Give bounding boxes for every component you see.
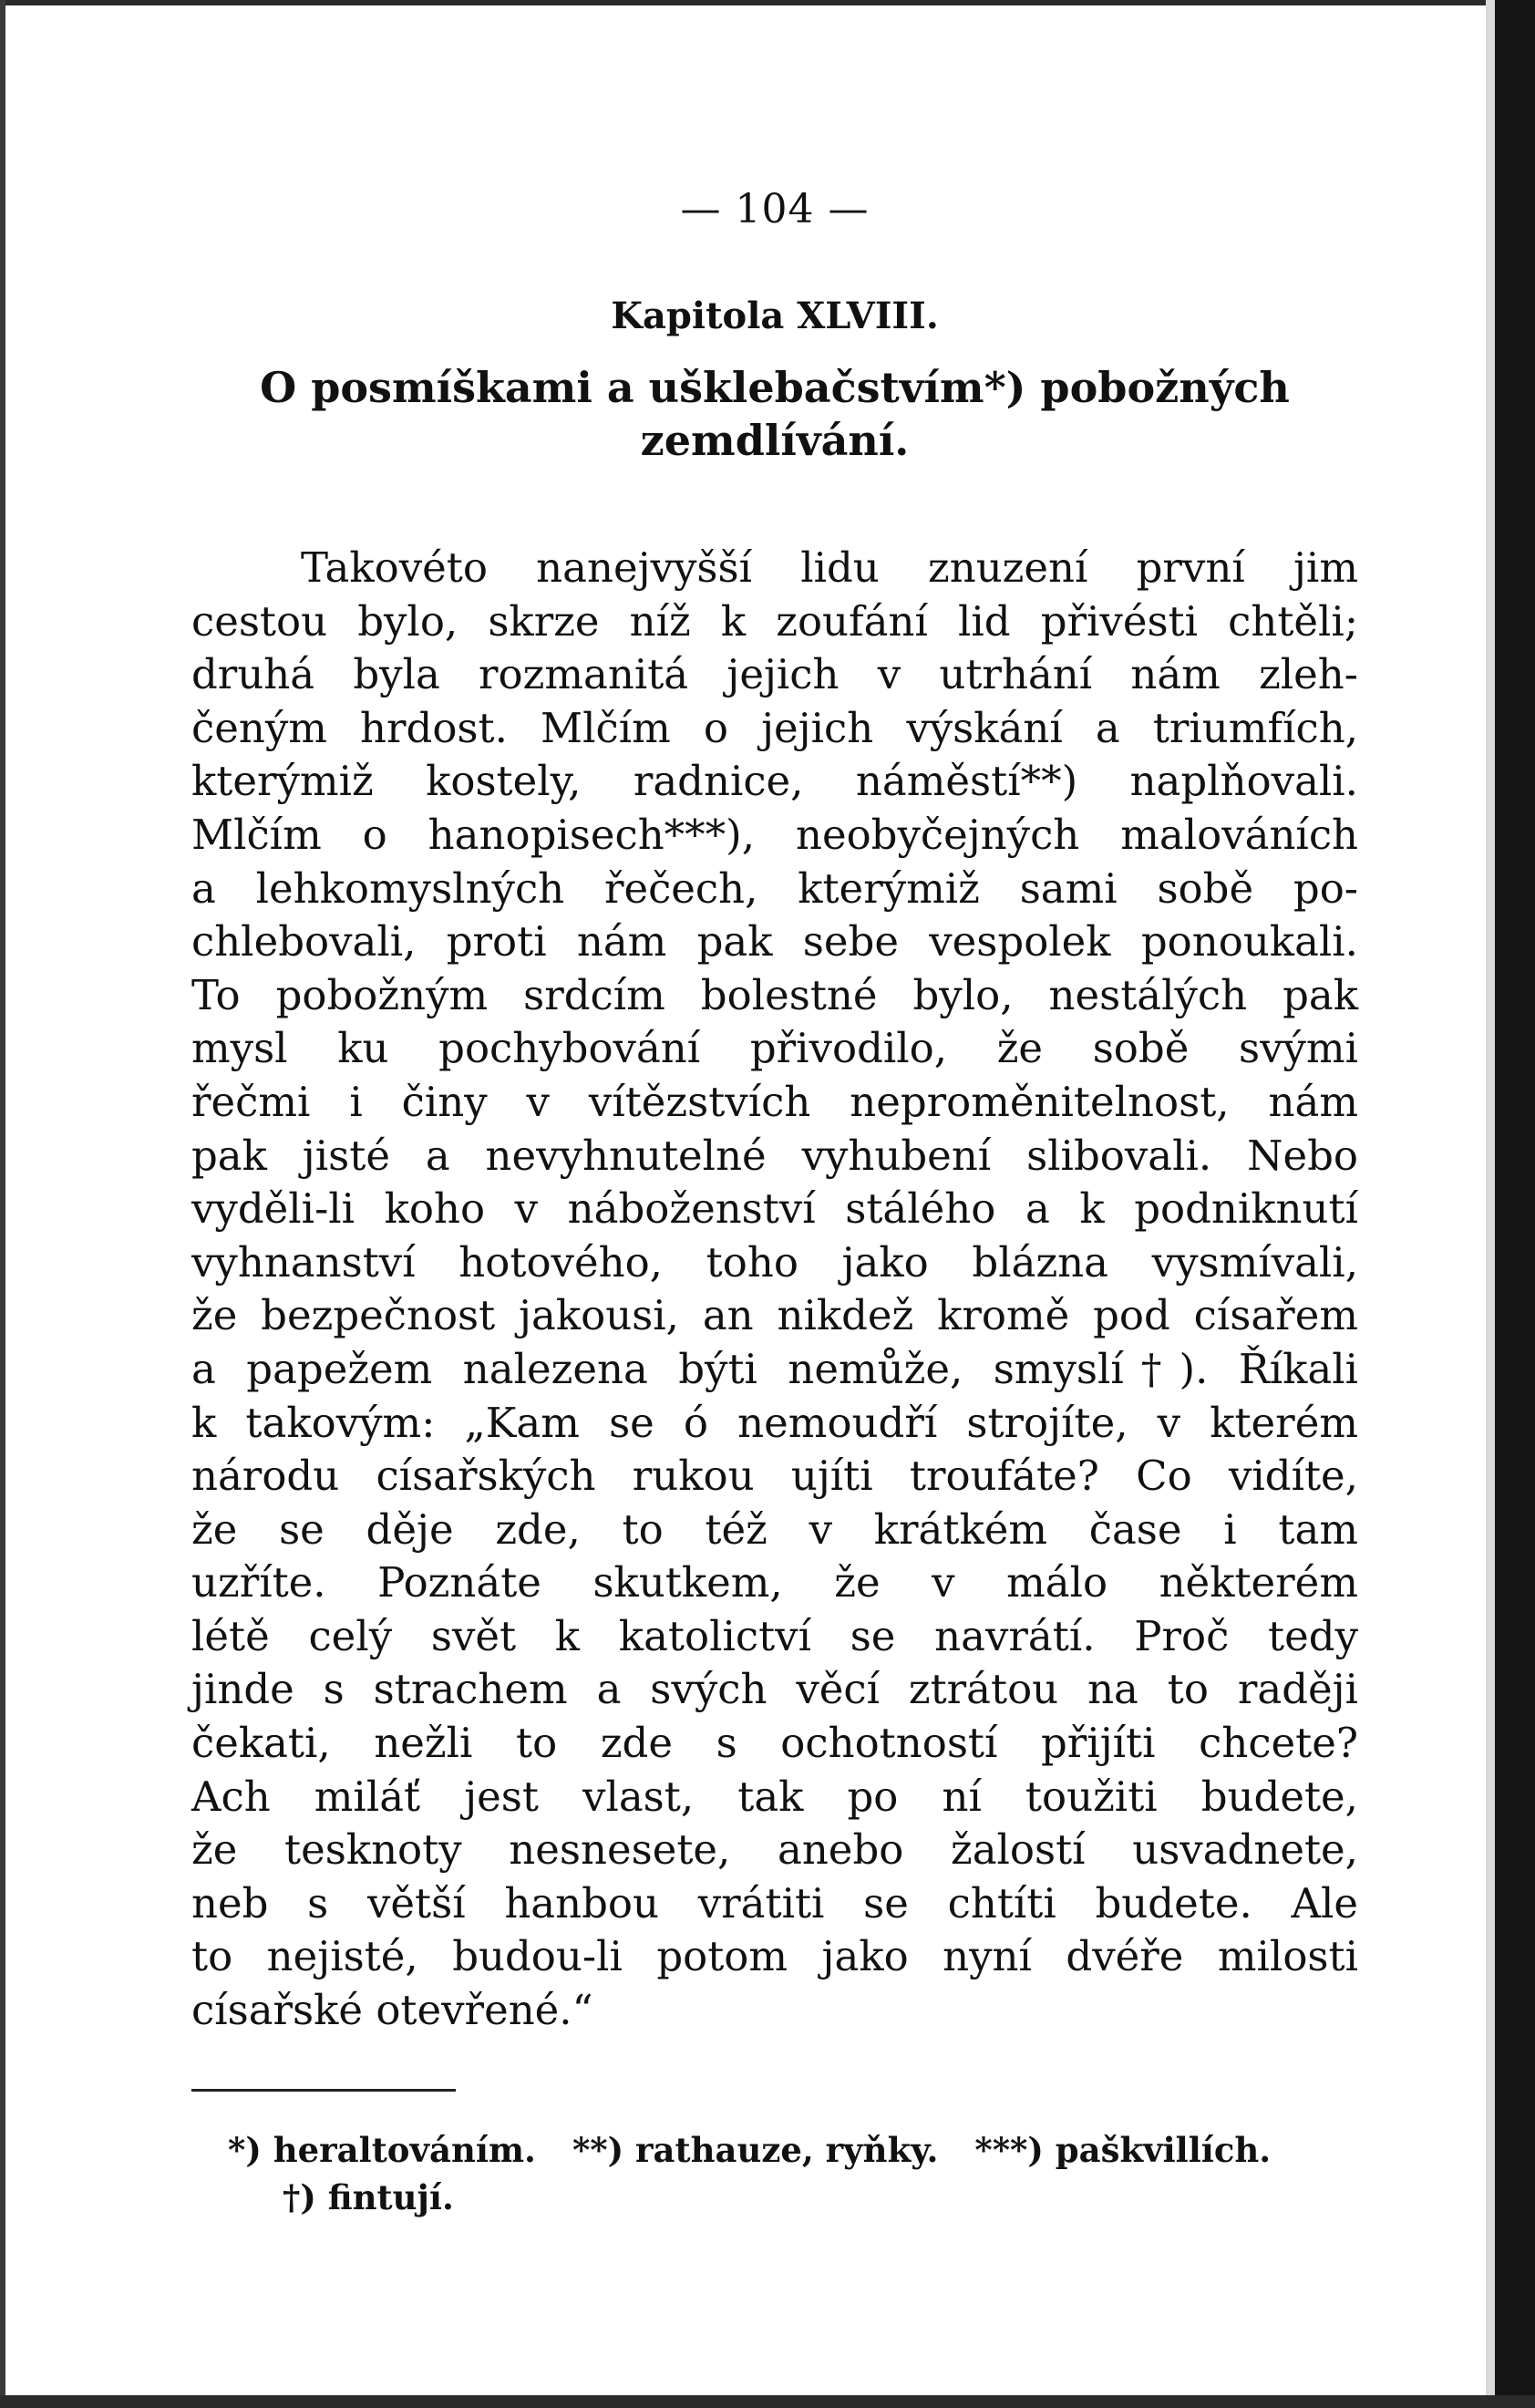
- chapter-title-line: zemdlívání.: [640, 416, 910, 465]
- text-line: čekati, nežli to zde s ochotností přijíti chcete?: [191, 1719, 1358, 1768]
- text-line: vyhnanství hotového, toho jako blázna vysmívali,: [191, 1237, 1358, 1287]
- scan-right-border: [1495, 0, 1535, 2408]
- scan-bottom-border: [0, 2395, 1535, 2408]
- chapter-title: [191, 361, 1358, 467]
- text-line: uzříte. Poznáte skutkem, že v málo některém: [191, 1558, 1358, 1607]
- text-line: k takovým: „Kam se ó nemoudří strojíte, v kterém: [191, 1398, 1358, 1447]
- footnote-line: [191, 2126, 1358, 2174]
- text-line: To pobožným srdcím bolestné bylo, nestálých pak: [191, 970, 1358, 1019]
- footnote: **) rathauze, ryňky.: [572, 2129, 939, 2170]
- text-line: Takovéto nanejvyšší lidu znuzení první jim: [301, 543, 1358, 592]
- text-line: že bezpečnost jakousi, an nikdež kromě pod císařem: [191, 1291, 1358, 1340]
- text-line: cestou bylo, skrze níž k zoufání lid přivésti chtěli;: [191, 596, 1358, 646]
- text-line: pak jisté a nevyhnutelné vyhubení slibovali. Nebo: [191, 1131, 1358, 1180]
- scan-top-border: [0, 0, 1495, 5]
- footnote-divider: [191, 2089, 456, 2092]
- text-line: vyděli-li koho v náboženství stálého a k podniknutí: [191, 1184, 1358, 1234]
- text-line: druhá byla rozmanitá jejich v utrhání nám zleh-: [191, 650, 1358, 699]
- body-text: [191, 542, 1358, 2038]
- chapter-heading: Kapitola XLVIII.: [611, 295, 939, 337]
- text-line: národu císařských rukou ujíti troufáte? Co vidíte,: [191, 1452, 1358, 1501]
- text-line: císařské otevřené.“: [191, 1986, 593, 2035]
- text-line: neb s větší hanbou vrátiti se chtíti budete. Ale: [191, 1878, 1358, 1927]
- page-edge-shadow: [1486, 0, 1495, 2408]
- text-line: řečmi i činy v vítězstvích neproměnitelnost, nám: [191, 1077, 1358, 1126]
- text-line: to nejisté, budou-li potom jako nyní dvéře milosti: [191, 1932, 1358, 1981]
- footnote-line: [191, 2174, 1358, 2221]
- text-line: létě celý svět k katolictví se navrátí. Proč tedy: [191, 1611, 1358, 1660]
- footnote: ***) paškvillích.: [974, 2129, 1272, 2170]
- text-line: chlebovali, proti nám pak sebe vespolek ponoukali.: [191, 917, 1358, 966]
- chapter-title-line: O posmíškami a ušklebačstvím*) pobožných: [260, 363, 1290, 412]
- text-line: kterýmiž kostely, radnice, náměstí**) naplňovali.: [191, 757, 1358, 806]
- page-number: — 104 —: [680, 186, 870, 233]
- text-line: a lehkomyslných řečech, kterýmiž sami sobě po-: [191, 863, 1358, 913]
- footnotes: [191, 2126, 1358, 2221]
- footnote: †) fintují.: [283, 2176, 454, 2217]
- scan-left-border: [0, 0, 5, 2408]
- text-line: mysl ku pochybování přivodilo, že sobě svými: [191, 1024, 1358, 1073]
- text-line: Ach miláť jest vlast, tak po ní toužiti budete,: [191, 1772, 1358, 1821]
- text-line: a papežem nalezena býti nemůže, smyslí†). Říkali: [191, 1344, 1358, 1393]
- text-line: čeným hrdost. Mlčím o jejich výskání a triumfích,: [191, 703, 1358, 752]
- page-content: [191, 182, 1358, 2221]
- text-line: že tesknoty nesnesete, anebo žalostí usvadnete,: [191, 1825, 1358, 1875]
- text-line: Mlčím o hanopisech***), neobyčejných malováních: [191, 810, 1358, 859]
- text-line: že se děje zde, to též v krátkém čase i tam: [191, 1504, 1358, 1554]
- text-line: jinde s strachem a svých věcí ztrátou na to raději: [191, 1665, 1358, 1714]
- footnote: *) heraltováním.: [228, 2129, 536, 2170]
